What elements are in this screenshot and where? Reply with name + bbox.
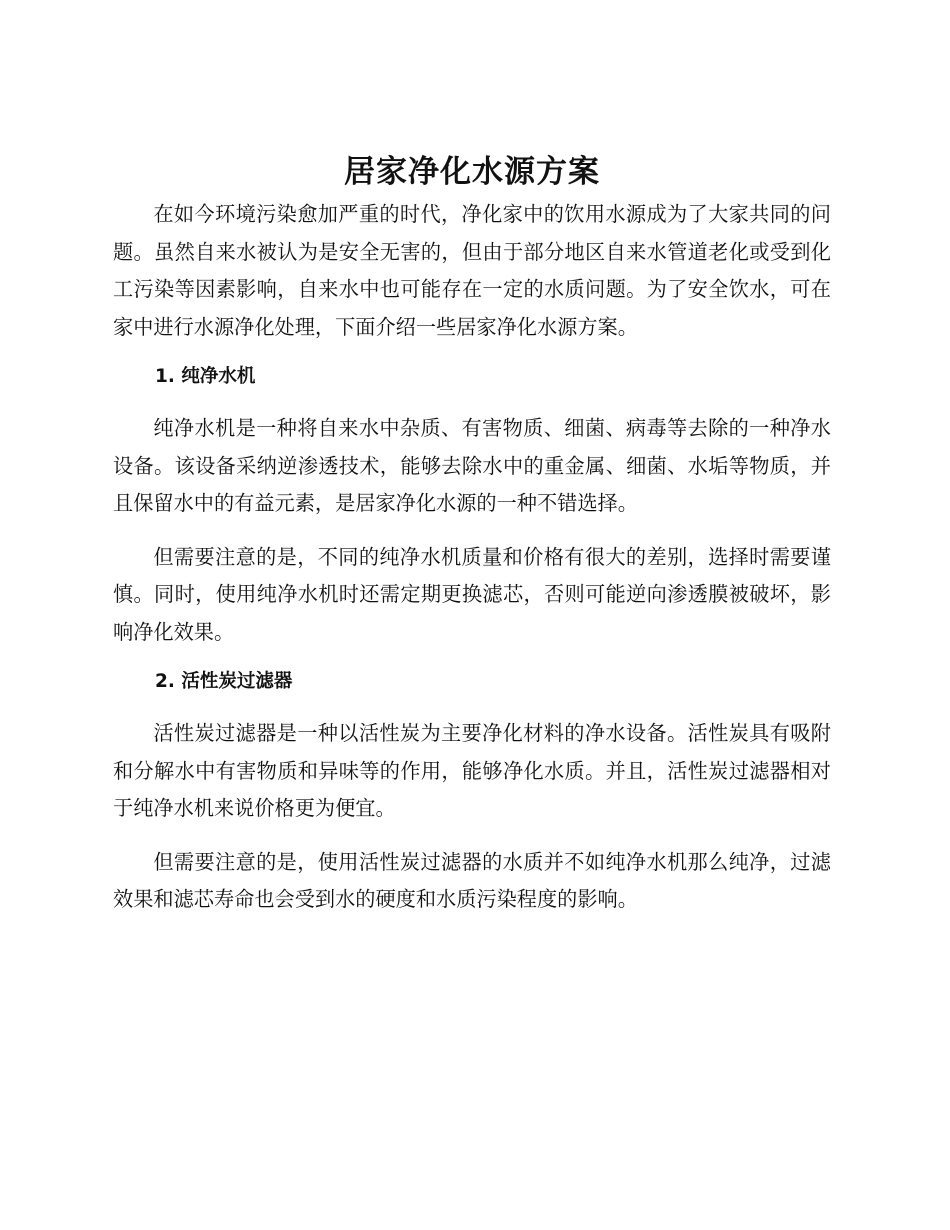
section-paragraph: 纯净水机是一种将自来水中杂质、有害物质、细菌、病毒等去除的一种净水设备。该设备采纳逆渗透技术，能够去除水中的重金属、细菌、水垢等物质，并且保留水中的有益元素，是居家净化水源的一种不错选择。 [113,416,831,515]
section-paragraph: 但需要注意的是，使用活性炭过滤器的水质并不如纯净水机那么纯净，过滤效果和滤芯寿命也会受到水的硬度和水质污染程度的影响。 [113,849,831,911]
section-heading: 1. 纯净水机 [155,366,256,387]
section-paragraph: 活性炭过滤器是一种以活性炭为主要净化材料的净水设备。活性炭具有吸附和分解水中有害物质和异味等的作用，能够净化水质。并且，活性炭过滤器相对于纯净水机来说价格更为便宜。 [113,721,831,820]
intro-paragraph: 在如今环境污染愈加严重的时代，净化家中的饮用水源成为了大家共同的问题。虽然自来水被认为是安全无害的，但由于部分地区自来水管道老化或受到化工污染等因素影响，自来水中也可能存在一定的水质问题。为了安全饮水，可在家中进行水源净化处理，下面介绍一些居家净化水源方案。 [113,202,831,339]
document-page [113,148,831,919]
section-purifier [113,360,831,651]
section-paragraph: 但需要注意的是，不同的纯净水机质量和价格有很大的差别，选择时需要谨慎。同时，使用纯净水机时还需定期更换滤芯，否则可能逆向渗透膜被破坏，影响净化效果。 [113,544,831,644]
section-carbon-filter [113,665,831,919]
section-heading: 2. 活性炭过滤器 [155,671,293,692]
document-title: 居家净化水源方案 [344,154,600,190]
